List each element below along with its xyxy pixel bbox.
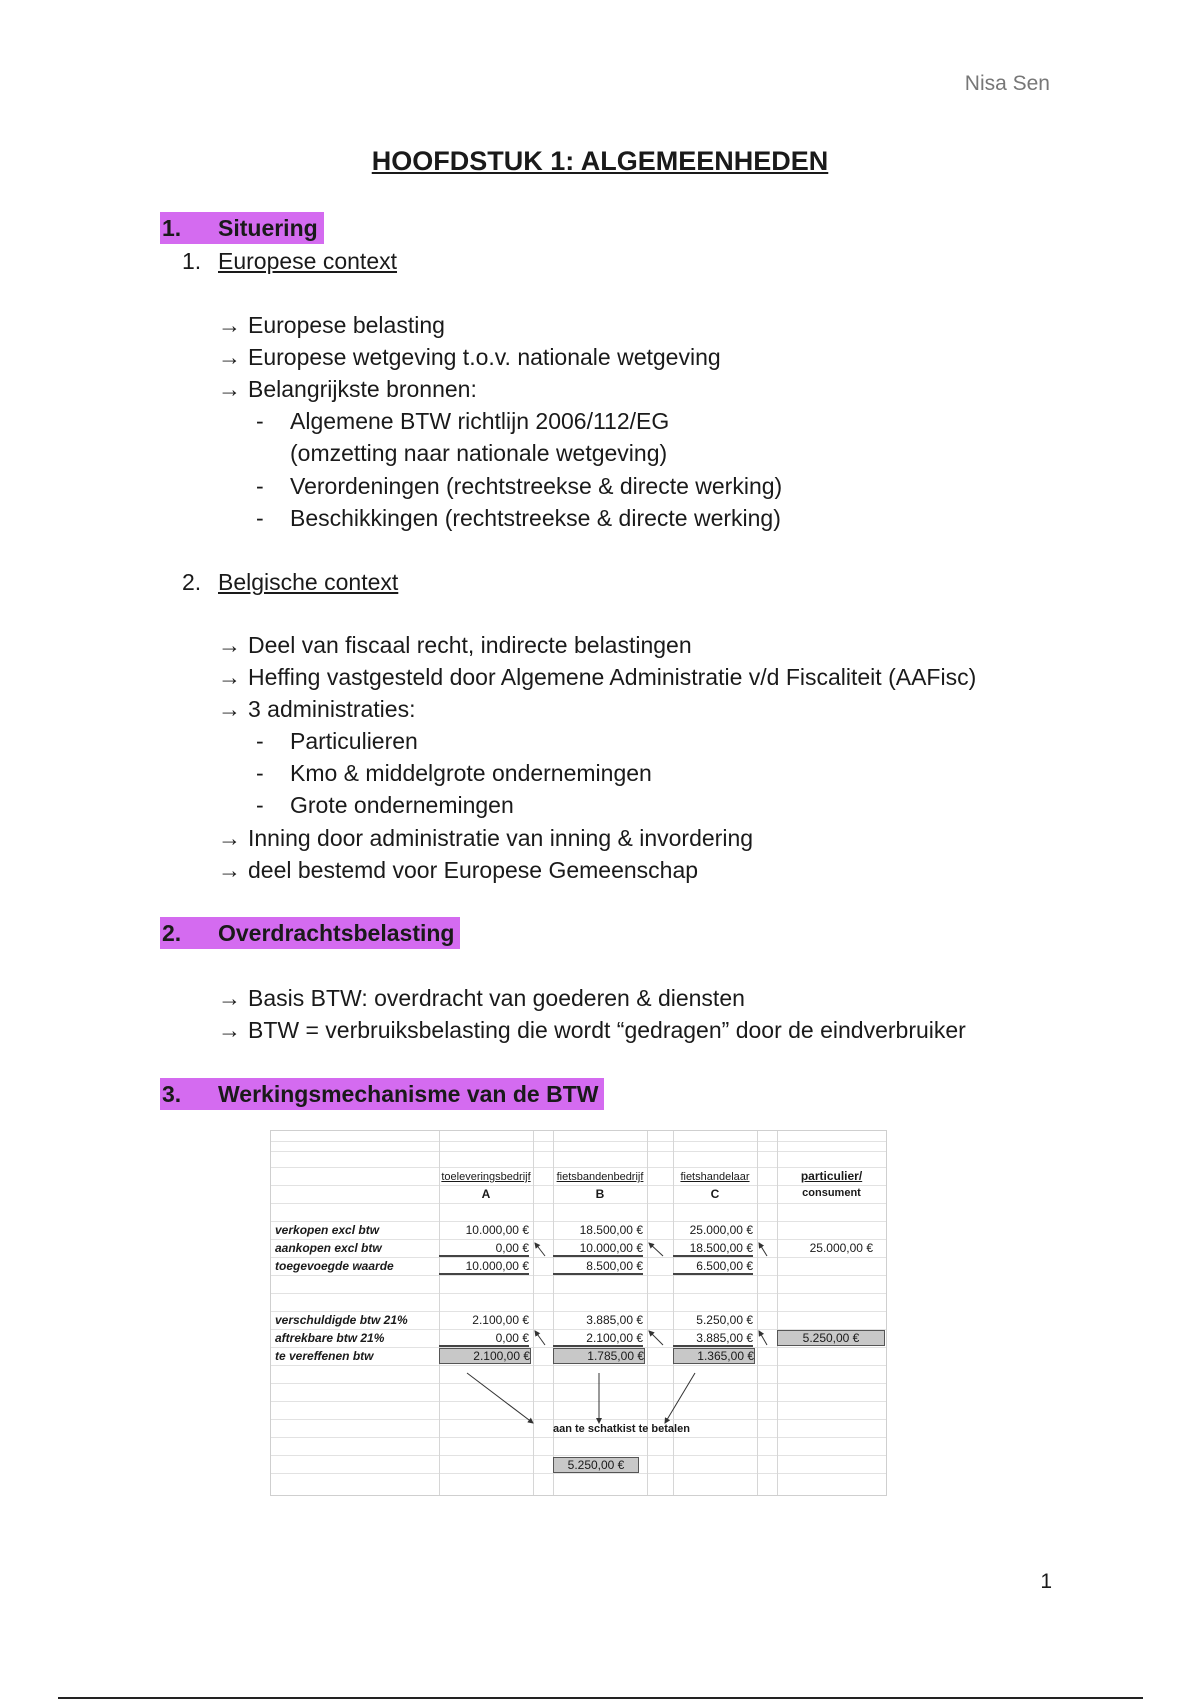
list-item [218, 664, 976, 691]
cell-a: 0,00 € [439, 1331, 529, 1347]
arrow-icon: → [218, 664, 241, 690]
cell-c: 5.250,00 € [696, 1313, 753, 1327]
list-item [218, 312, 445, 339]
row-label: te vereffenen btw [275, 1349, 374, 1363]
grand-total: 5.250,00 € [553, 1457, 639, 1473]
cell-b: 2.100,00 € [553, 1331, 643, 1347]
col-head-a: toeleveringsbedrijf [441, 1171, 531, 1183]
row-label: verkopen excl btw [275, 1223, 380, 1237]
arrow-icon: → [218, 985, 241, 1011]
item-text: deel bestemd voor Europese Gemeenschap [248, 857, 699, 883]
section-heading-1 [160, 212, 324, 244]
list-item [218, 857, 698, 884]
cell-c-total: 1.365,00 € [673, 1348, 755, 1364]
cell-a-total: 2.100,00 € [439, 1348, 531, 1364]
item-text: Grote ondernemingen [290, 792, 514, 818]
arrow-icon: → [218, 312, 241, 338]
bullet-item [256, 728, 418, 755]
btw-spreadsheet [270, 1130, 887, 1496]
col-letter-c: C [710, 1187, 720, 1201]
section-heading-3 [160, 1078, 604, 1110]
arrow-icon: → [218, 344, 241, 370]
cell-c: 6.500,00 € [673, 1259, 753, 1275]
dash-icon: - [256, 505, 264, 531]
item-text: Deel van fiscaal recht, indirecte belastingen [248, 632, 692, 658]
arrow-icon: → [218, 696, 241, 722]
section-number: 2. [162, 920, 182, 946]
section-title: Overdrachtsbelasting [218, 920, 455, 946]
arrow-icon: → [218, 1017, 241, 1043]
sub-number: 1. [182, 248, 202, 274]
item-text: Kmo & middelgrote ondernemingen [290, 760, 652, 786]
col-letter-a: A [481, 1187, 491, 1201]
list-item [218, 696, 415, 723]
cell-d: 25.000,00 € [809, 1241, 873, 1255]
cell-b: 8.500,00 € [553, 1259, 643, 1275]
item-text: Basis BTW: overdracht van goederen & diensten [248, 985, 745, 1011]
item-text: Particulieren [290, 728, 418, 754]
page-divider [58, 1697, 1143, 1699]
section-number: 3. [162, 1081, 182, 1107]
author-name: Nisa Sen [964, 72, 1050, 95]
cell-c: 3.885,00 € [673, 1331, 753, 1347]
cell-a: 10.000,00 € [465, 1223, 529, 1237]
item-text: Heffing vastgesteld door Algemene Administratie v/d Fiscaliteit (AAFisc) [248, 664, 977, 690]
sub-title: Belgische context [218, 569, 399, 595]
arrow-icon: → [218, 632, 241, 658]
page-title: HOOFDSTUK 1: ALGEMEENHEDEN [371, 146, 829, 176]
list-item [218, 344, 721, 371]
arrow-icon: → [218, 825, 241, 851]
bullet-item [256, 792, 514, 819]
cell-b: 10.000,00 € [553, 1241, 643, 1257]
col-head-d: particulier/ [800, 1169, 863, 1183]
cell-b: 3.885,00 € [586, 1313, 643, 1327]
item-text: BTW = verbruiksbelasting die wordt “gedragen” door de eindverbruiker [248, 1017, 966, 1043]
list-item [218, 1017, 966, 1044]
cell-c: 25.000,00 € [689, 1223, 753, 1237]
dash-icon: - [256, 728, 264, 754]
dash-icon: - [256, 792, 264, 818]
flow-arrows [271, 1131, 886, 1495]
bullet-continuation: (omzetting naar nationale wetgeving) [290, 440, 668, 466]
dash-icon: - [256, 408, 264, 434]
dash-icon: - [256, 473, 264, 499]
row-label: aftrekbare btw 21% [275, 1331, 385, 1345]
cell-c: 18.500,00 € [673, 1241, 753, 1257]
list-item [218, 632, 692, 659]
item-text: 3 administraties: [248, 696, 416, 722]
cell-b: 18.500,00 € [579, 1223, 643, 1237]
section-title: Werkingsmechanisme van de BTW [218, 1081, 599, 1107]
cell-a: 10.000,00 € [439, 1259, 529, 1275]
item-text: Belangrijkste bronnen: [248, 376, 477, 402]
footer-label: aan te schatkist te betalen [553, 1423, 690, 1435]
col-sub-d: consument [802, 1187, 861, 1199]
arrow-icon: → [218, 857, 241, 883]
bullet-item [256, 505, 781, 532]
item-text: Beschikkingen (rechtstreekse & directe werking) [290, 505, 781, 531]
col-letter-b: B [595, 1187, 605, 1201]
cell-d-btw: 5.250,00 € [777, 1330, 885, 1346]
sub-number: 2. [182, 569, 202, 595]
list-item [218, 376, 477, 403]
item-text: Algemene BTW richtlijn 2006/112/EG [290, 408, 670, 434]
col-head-b: fietsbandenbedrijf [556, 1171, 644, 1183]
item-text: Verordeningen (rechtstreekse & directe werking) [290, 473, 783, 499]
row-label: aankopen excl btw [275, 1241, 382, 1255]
col-head-c: fietshandelaar [680, 1171, 750, 1183]
page-number: 1 [1040, 1570, 1052, 1593]
dash-icon: - [256, 760, 264, 786]
subheading-europese-context [182, 248, 397, 275]
bullet-item [256, 473, 782, 500]
section-title: Situering [218, 215, 318, 241]
item-text: Inning door administratie van inning & invordering [248, 825, 754, 851]
cell-a: 2.100,00 € [472, 1313, 529, 1327]
row-label: verschuldigde btw 21% [275, 1313, 408, 1327]
list-item [218, 985, 745, 1012]
cell-b-total: 1.785,00 € [553, 1348, 645, 1364]
list-item [218, 825, 753, 852]
subheading-belgische-context [182, 569, 398, 596]
section-heading-2 [160, 917, 460, 949]
bullet-item [256, 760, 652, 787]
row-label: toegevoegde waarde [275, 1259, 394, 1273]
bullet-item [256, 408, 669, 435]
item-text: Europese belasting [248, 312, 445, 338]
section-number: 1. [162, 215, 182, 241]
arrow-icon: → [218, 376, 241, 402]
item-text: Europese wetgeving t.o.v. nationale wetgeving [248, 344, 721, 370]
sub-title: Europese context [218, 248, 398, 274]
cell-a: 0,00 € [439, 1241, 529, 1257]
